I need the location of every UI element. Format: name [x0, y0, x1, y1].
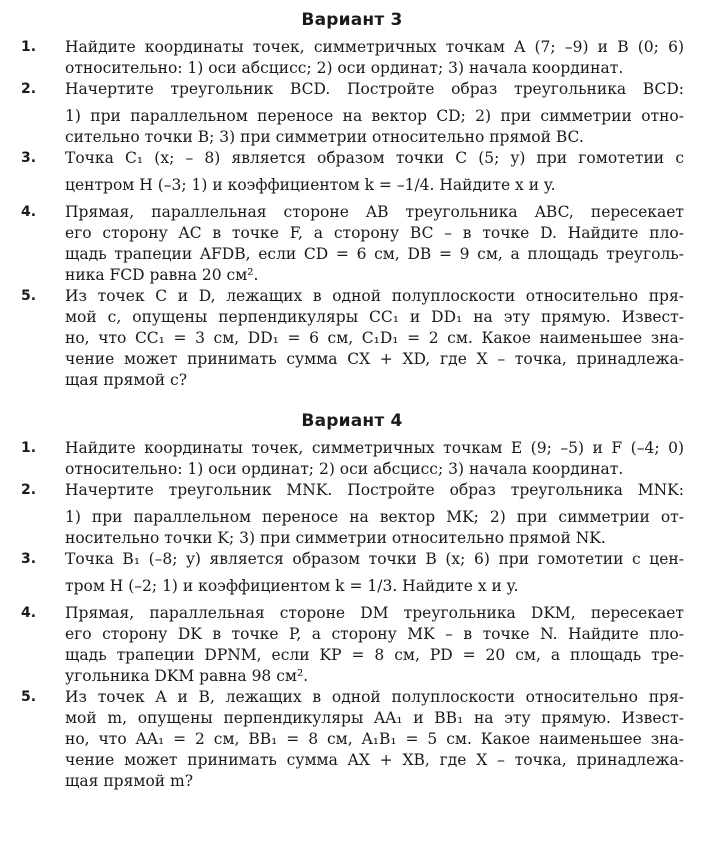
variant-3-task-2 — [20, 79, 684, 148]
variant-4-task-4 — [20, 603, 684, 687]
variant-4-task-5 — [20, 687, 684, 792]
task-line: Начертите треугольник BCD. Постройте образ треугольника BCD: — [65, 80, 684, 98]
task-line: Из точек C и D, лежащих в одной полуплоскости относительно пря- — [65, 287, 684, 305]
task-line: 1) при параллельном переносе на вектор MK; 2) при симметрии от- — [65, 508, 684, 526]
task-line: центром H (–3; 1) и коэффициентом k = –1/4. Найдите x и y. — [65, 176, 556, 194]
task-line: мой c, опущены перпендикуляры CC₁ и DD₁ на эту прямую. Извест- — [65, 308, 684, 326]
variant-3-task-5 — [20, 286, 684, 391]
variant-4-title: Вариант 4 — [301, 411, 403, 431]
variant-4-task-1 — [20, 438, 684, 480]
task-line: но, что CC₁ = 3 см, DD₁ = 6 см, C₁D₁ = 2 см. Какое наименьшее зна- — [65, 329, 684, 347]
task-text — [65, 37, 684, 79]
task-number: 5. — [21, 689, 37, 705]
task-line: его сторону AC в точке F, а сторону BC – в точке D. Найдите пло- — [65, 224, 684, 242]
task-text — [65, 480, 684, 549]
task-text — [65, 549, 684, 603]
task-text — [65, 202, 684, 286]
task-number: 4. — [21, 204, 37, 220]
task-number: 5. — [21, 288, 37, 304]
task-line: чение может принимать сумма AX + XB, где X – точка, принадлежа- — [65, 751, 684, 769]
task-number: 3. — [21, 150, 37, 166]
task-number: 3. — [21, 551, 37, 567]
task-line: Прямая, параллельная стороне DM треугольника DKM, пересекает — [65, 604, 684, 622]
task-line: мой m, опущены перпендикуляры AA₁ и BB₁ на эту прямую. Извест- — [65, 709, 684, 727]
task-text — [65, 438, 684, 480]
task-number: 2. — [21, 482, 37, 498]
variant-4-task-2 — [20, 480, 684, 549]
task-line: Точка B₁ (–8; y) является образом точки B (x; 6) при гомотетии с цен- — [65, 550, 684, 568]
task-text — [65, 79, 684, 148]
task-line: ника FCD равна 20 см². — [65, 266, 259, 284]
task-line: чение может принимать сумма CX + XD, где X – точка, принадлежа- — [65, 350, 684, 368]
task-number: 1. — [21, 440, 37, 456]
task-line: щая прямой c? — [65, 371, 188, 389]
task-line: Прямая, параллельная стороне AB треугольника ABC, пересекает — [65, 203, 684, 221]
task-line: Найдите координаты точек, симметричных точкам E (9; –5) и F (–4; 0) — [65, 439, 684, 457]
task-text — [65, 286, 684, 391]
task-text — [65, 603, 684, 687]
task-line: Из точек A и B, лежащих в одной полуплоскости относительно пря- — [65, 688, 684, 706]
task-line: но, что AA₁ = 2 см, BB₁ = 8 см, A₁B₁ = 5 см. Какое наименьшее зна- — [65, 730, 684, 748]
task-line: угольника DKM равна 98 см². — [65, 667, 309, 685]
task-line: щадь трапеции AFDB, если CD = 6 см, DB = 9 см, а площадь треуголь- — [65, 245, 684, 263]
variant-3-task-4 — [20, 202, 684, 286]
task-text — [65, 148, 684, 202]
task-number: 1. — [21, 39, 37, 55]
task-number: 4. — [21, 605, 37, 621]
task-text — [65, 687, 684, 792]
task-line: тром H (–2; 1) и коэффициентом k = 1/3. Найдите x и y. — [65, 577, 519, 595]
task-line: щая прямой m? — [65, 772, 194, 790]
task-line: сительно точки B; 3) при симметрии относительно прямой BC. — [65, 128, 584, 146]
task-line: щадь трапеции DPNM, если KP = 8 см, PD = 20 см, а площадь тре- — [65, 646, 684, 664]
task-line: относительно: 1) оси ординат; 2) оси абсцисс; 3) начала координат. — [65, 460, 624, 478]
task-line: Точка C₁ (x; – 8) является образом точки C (5; y) при гомотетии с — [65, 149, 684, 167]
task-line: его сторону DK в точке P, а сторону MK – в точке N. Найдите пло- — [65, 625, 684, 643]
variant-3-task-1 — [20, 37, 684, 79]
variant-3-task-3 — [20, 148, 684, 202]
task-line: Начертите треугольник MNK. Постройте образ треугольника MNK: — [65, 481, 684, 499]
variant-4-task-3 — [20, 549, 684, 603]
task-line: 1) при параллельном переносе на вектор CD; 2) при симметрии отно- — [65, 107, 684, 125]
variant-3-title: Вариант 3 — [301, 10, 403, 30]
task-line: Найдите координаты точек, симметричных точкам A (7; –9) и B (0; 6) — [65, 38, 684, 56]
task-number: 2. — [21, 81, 37, 97]
task-line: носительно точки K; 3) при симметрии относительно прямой NK. — [65, 529, 606, 547]
task-line: относительно: 1) оси абсцисс; 2) оси ординат; 3) начала координат. — [65, 59, 624, 77]
